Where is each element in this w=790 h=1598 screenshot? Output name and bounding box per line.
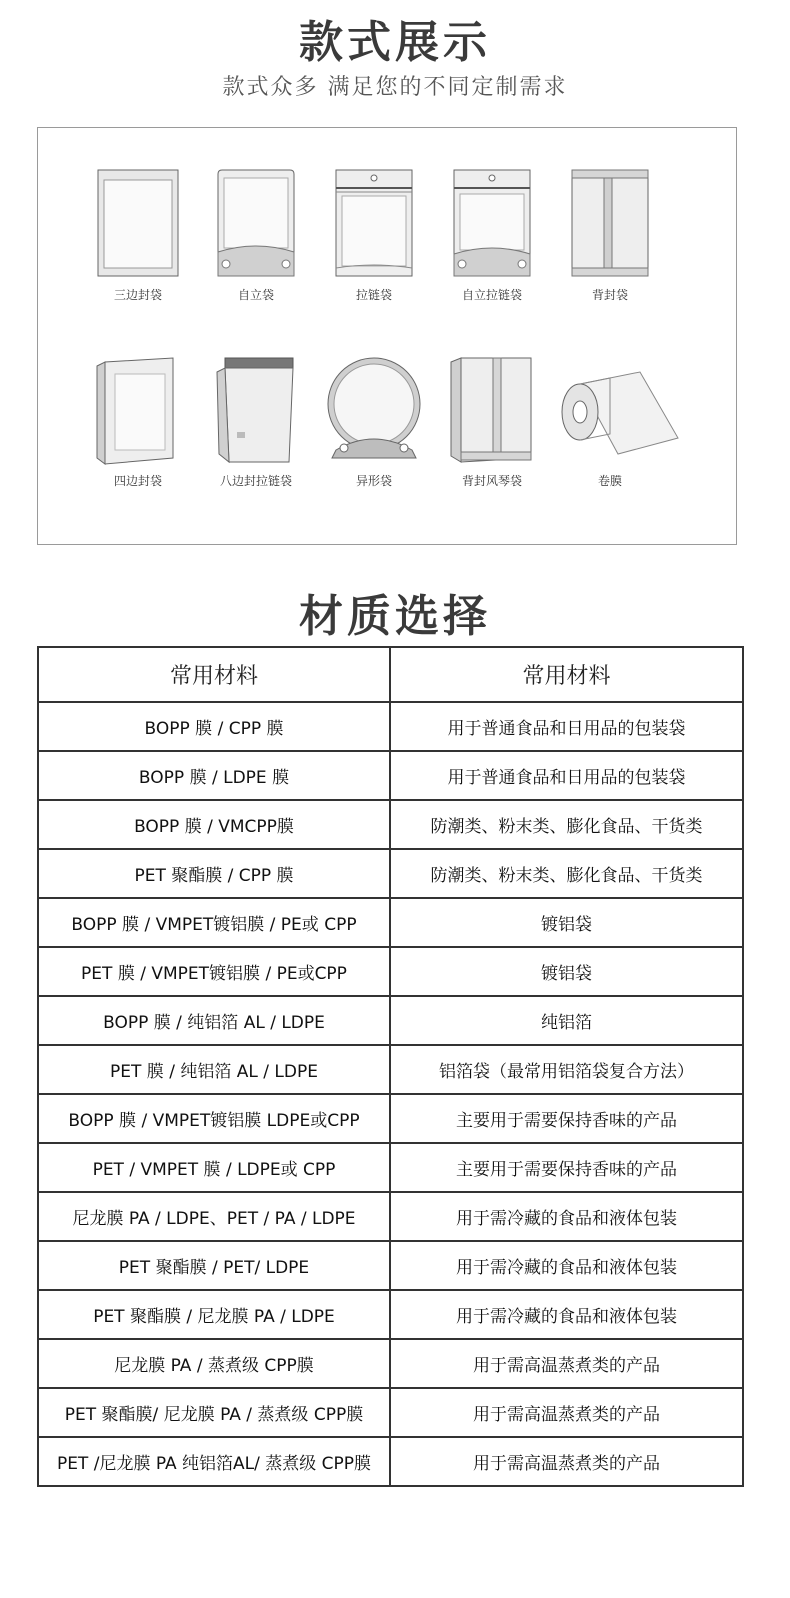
usage-cell: 主要用于需要保持香味的产品 — [390, 1094, 743, 1143]
table-header-row — [38, 647, 743, 702]
usage-cell: 用于需冷藏的食品和液体包装 — [390, 1241, 743, 1290]
materials-title: 材质选择 — [299, 591, 491, 642]
usage-cell: 铝箔袋（最常用铝箔袋复合方法） — [390, 1045, 743, 1094]
material-cell: BOPP 膜 / VMCPP膜 — [38, 800, 390, 849]
bag-styles-panel — [37, 127, 737, 545]
usage-cell: 纯铝箔 — [390, 996, 743, 1045]
bag-style-item — [78, 168, 198, 303]
material-cell: BOPP 膜 / LDPE 膜 — [38, 751, 390, 800]
bag-style-label: 异形袋 — [355, 474, 392, 488]
table-row — [38, 1143, 743, 1192]
table-header-cell: 常用材料 — [38, 647, 390, 702]
material-cell: PET 聚酯膜 / PET/ LDPE — [38, 1241, 390, 1290]
usage-cell: 用于需高温蒸煮类的产品 — [390, 1388, 743, 1437]
eight-side-seal-zipper-bag-icon — [211, 354, 301, 466]
back-seal-gusset-bag-icon — [447, 354, 537, 466]
usage-cell: 用于需冷藏的食品和液体包装 — [390, 1290, 743, 1339]
bag-style-item — [432, 168, 552, 303]
bag-style-item — [78, 354, 198, 489]
shaped-bag-icon — [324, 354, 424, 466]
stand-up-bag-icon — [214, 168, 298, 280]
bag-style-label: 背封风琴袋 — [461, 474, 522, 488]
table-row — [38, 800, 743, 849]
usage-cell: 镀铝袋 — [390, 898, 743, 947]
bag-style-label: 自立拉链袋 — [461, 288, 522, 302]
usage-cell: 镀铝袋 — [390, 947, 743, 996]
four-side-seal-bag-icon — [93, 354, 183, 466]
material-cell: 尼龙膜 PA / 蒸煮级 CPP膜 — [38, 1339, 390, 1388]
material-cell: PET 聚酯膜 / CPP 膜 — [38, 849, 390, 898]
table-row — [38, 996, 743, 1045]
bag-style-item — [432, 354, 552, 489]
usage-cell: 用于普通食品和日用品的包装袋 — [390, 702, 743, 751]
material-cell: PET / VMPET 膜 / LDPE或 CPP — [38, 1143, 390, 1192]
usage-cell: 防潮类、粉末类、膨化食品、干货类 — [390, 800, 743, 849]
table-header-cell: 常用材料 — [390, 647, 743, 702]
roll-film-icon — [550, 354, 680, 466]
bag-style-label: 四边封袋 — [113, 474, 162, 488]
material-cell: PET 膜 / 纯铝箔 AL / LDPE — [38, 1045, 390, 1094]
table-row — [38, 947, 743, 996]
material-cell: 尼龙膜 PA / LDPE、PET / PA / LDPE — [38, 1192, 390, 1241]
usage-cell: 用于需冷藏的食品和液体包装 — [390, 1192, 743, 1241]
styles-title: 款式展示 — [299, 17, 491, 68]
table-row — [38, 1437, 743, 1486]
table-row — [38, 702, 743, 751]
stand-up-zipper-bag-icon — [450, 168, 534, 280]
table-row — [38, 1339, 743, 1388]
back-seal-bag-icon — [568, 168, 652, 280]
styles-subtitle: 款式众多 满足您的不同定制需求 — [222, 75, 568, 100]
table-row — [38, 1192, 743, 1241]
material-cell: PET /尼龙膜 PA 纯铝箔AL/ 蒸煮级 CPP膜 — [38, 1437, 390, 1486]
usage-cell: 用于需高温蒸煮类的产品 — [390, 1437, 743, 1486]
table-row — [38, 849, 743, 898]
usage-cell: 主要用于需要保持香味的产品 — [390, 1143, 743, 1192]
table-row — [38, 751, 743, 800]
bag-style-label: 背封袋 — [591, 288, 628, 302]
bag-style-item — [196, 168, 316, 303]
table-row — [38, 1045, 743, 1094]
material-cell: BOPP 膜 / 纯铝箔 AL / LDPE — [38, 996, 390, 1045]
table-row — [38, 1241, 743, 1290]
bag-style-item — [550, 168, 670, 303]
usage-cell: 用于普通食品和日用品的包装袋 — [390, 751, 743, 800]
table-row — [38, 1290, 743, 1339]
table-row — [38, 1094, 743, 1143]
material-cell: BOPP 膜 / VMPET镀铝膜 LDPE或CPP — [38, 1094, 390, 1143]
bag-style-item — [196, 354, 316, 489]
material-cell: PET 聚酯膜/ 尼龙膜 PA / 蒸煮级 CPP膜 — [38, 1388, 390, 1437]
bag-style-item — [314, 168, 434, 303]
table-row — [38, 1388, 743, 1437]
zipper-bag-icon — [332, 168, 416, 280]
usage-cell: 用于需高温蒸煮类的产品 — [390, 1339, 743, 1388]
usage-cell: 防潮类、粉末类、膨化食品、干货类 — [390, 849, 743, 898]
materials-table — [37, 646, 744, 1487]
bag-style-label: 三边封袋 — [113, 288, 162, 302]
material-cell: BOPP 膜 / CPP 膜 — [38, 702, 390, 751]
table-row — [38, 898, 743, 947]
three-side-seal-bag-icon — [96, 168, 180, 280]
bag-style-item — [314, 354, 434, 489]
material-cell: BOPP 膜 / VMPET镀铝膜 / PE或 CPP — [38, 898, 390, 947]
bag-style-item — [550, 354, 670, 489]
bag-style-label: 八边封拉链袋 — [219, 474, 292, 488]
bag-style-label: 自立袋 — [237, 288, 274, 302]
bag-style-label: 拉链袋 — [355, 288, 392, 302]
material-cell: PET 聚酯膜 / 尼龙膜 PA / LDPE — [38, 1290, 390, 1339]
material-cell: PET 膜 / VMPET镀铝膜 / PE或CPP — [38, 947, 390, 996]
bag-style-label: 卷膜 — [597, 474, 622, 488]
